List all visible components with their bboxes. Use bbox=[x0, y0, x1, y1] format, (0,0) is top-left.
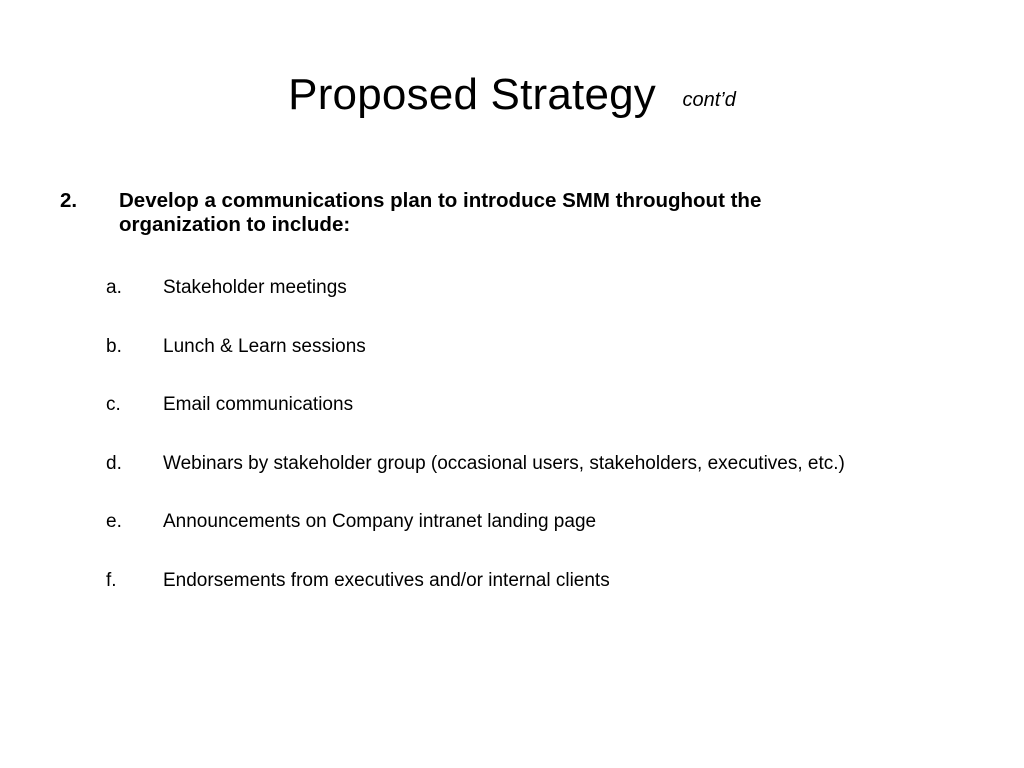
sub-item-text: Endorsements from executives and/or internal clients bbox=[163, 569, 610, 591]
slide-title bbox=[0, 70, 1024, 120]
sub-list-item bbox=[106, 335, 986, 394]
sub-item-text: Email communications bbox=[163, 394, 354, 416]
sub-list-item bbox=[106, 276, 986, 335]
sub-item-letter: c. bbox=[106, 394, 121, 416]
sub-item-letter: f. bbox=[106, 569, 117, 591]
sub-item-text: Stakeholder meetings bbox=[163, 277, 347, 298]
sub-list-item bbox=[106, 393, 986, 452]
sub-list-item bbox=[106, 452, 986, 511]
sub-list-item bbox=[106, 569, 986, 628]
sub-item-letter: e. bbox=[106, 511, 122, 533]
sub-item-text: Lunch & Learn sessions bbox=[163, 335, 366, 357]
sub-list bbox=[106, 276, 986, 628]
sub-list-item bbox=[106, 510, 986, 569]
title-suffix: cont’d bbox=[682, 89, 736, 111]
title-text: Proposed Strategy bbox=[288, 70, 656, 119]
sub-item-letter: b. bbox=[106, 335, 122, 357]
sub-item-letter: d. bbox=[106, 452, 122, 474]
sub-item-letter: a. bbox=[106, 277, 122, 298]
sub-item-text: Webinars by stakeholder group (occasional users, stakeholders, executives, etc.) bbox=[163, 452, 845, 474]
sub-item-text: Announcements on Company intranet landing page bbox=[163, 511, 597, 533]
main-item-number: 2. bbox=[60, 189, 78, 212]
main-item-text: Develop a communications plan to introduce SMM throughout the organization to include: bbox=[119, 189, 762, 236]
